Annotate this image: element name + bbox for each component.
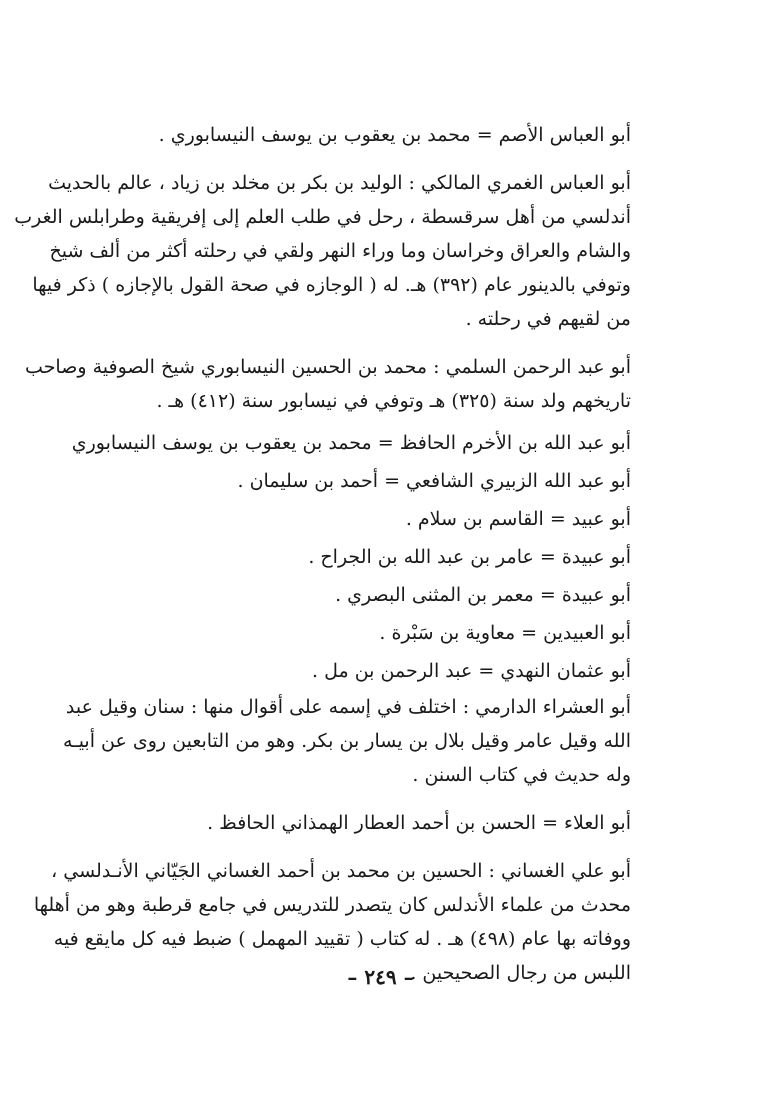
entry-line: أبو عبد الرحمن السلمي : محمد بن الحسين النيسابوري شيخ الصوفية وصاحب xyxy=(25,356,631,378)
entry-line: محدث من علماء الأندلس كان يتصدر للتدريس في جامع قرطبة وهو من أهلها xyxy=(33,894,631,916)
entry-abu-al-ubaydayn: أبو العبيدين = معاوية بن سَبْرة . xyxy=(379,622,631,644)
entry-abu-al-ala xyxy=(112,806,631,840)
entry-abu-al-abbas-al-asamm xyxy=(112,118,631,152)
entry-line: أبو العباس الغمري المالكي : الوليد بن بكر بن مخلد بن زياد ، عالم بالحديث xyxy=(48,172,631,194)
entry-abu-al-abbas-al-ghamri xyxy=(14,166,631,336)
entry-abu-al-ushara-al-darimi xyxy=(62,690,631,792)
entry-line: الله وقيل عامر وقيل بلال بن يسار بن بكر. وهو من التابعين روى عن أبيـه xyxy=(62,730,631,752)
entry-line: أندلسي من أهل سرقسطة ، رحل في طلب العلم إلى إفريقية وطرابلس الغرب xyxy=(14,206,631,228)
entry-line: تاريخهم ولد سنة (٣٢٥) هـ وتوفي في نيسابور سنة (٤١٢) هـ . xyxy=(156,390,631,412)
entry-abu-ubayd: أبو عبيد = القاسم بن سلام . xyxy=(405,508,631,530)
entry-line: أبو العباس الأصم = محمد بن يعقوب بن يوسف النيسابوري . xyxy=(158,124,631,146)
entry-line: وتوفي بالدينور عام (٣٩٢) هـ. له ( الوجازه في صحة القول بالإجازه ) ذكر فيها xyxy=(32,274,631,296)
entry-line: أبو العشراء الدارمي : اختلف في إسمه على أقوال منها : سنان وقيل عبد xyxy=(65,696,631,718)
entry-abu-abd-allah-ibn-al-akhram: أبو عبد الله بن الأخرم الحافظ = محمد بن يعقوب بن يوسف النيسابوري xyxy=(71,432,631,454)
entry-abu-abd-allah-al-zubayri: أبو عبد الله الزبيري الشافعي = أحمد بن سليمان . xyxy=(237,470,631,492)
entry-line: أبو العلاء = الحسن بن أحمد العطار الهمذاني الحافظ . xyxy=(207,812,631,834)
entry-line: أبو علي الغساني : الحسين بن محمد بن أحمد الغساني الجَيّاني الأنـدلسي ، xyxy=(51,860,631,882)
entry-line: من لقيهم في رحلته . xyxy=(465,308,631,330)
entry-line: وله حديث في كتاب السنن . xyxy=(412,764,631,786)
entry-abu-abd-al-rahman-al-sulami xyxy=(25,350,631,418)
entry-line: اللبس من رجال الصحيحين . xyxy=(410,962,631,984)
entry-abu-ubayda-mamar: أبو عبيدة = معمر بن المثنى البصري . xyxy=(335,584,631,606)
entry-abu-uthman-al-nahdi: أبو عثمان النهدي = عبد الرحمن بن مل . xyxy=(312,660,631,682)
page-number: – ٢٤٩ – xyxy=(347,965,414,989)
short-entries xyxy=(71,424,631,690)
entry-line: ووفاته بها عام (٤٩٨) هـ . له كتاب ( تقييد المهمل ) ضبط فيه كل مايقع فيه xyxy=(53,928,631,950)
entry-line: والشام والعراق وخراسان وما وراء النهر ولقي في رحلته أكثر من ألف شيخ xyxy=(49,240,631,262)
entry-abu-ubayda-amir: أبو عبيدة = عامر بن عبد الله بن الجراح . xyxy=(308,546,631,568)
